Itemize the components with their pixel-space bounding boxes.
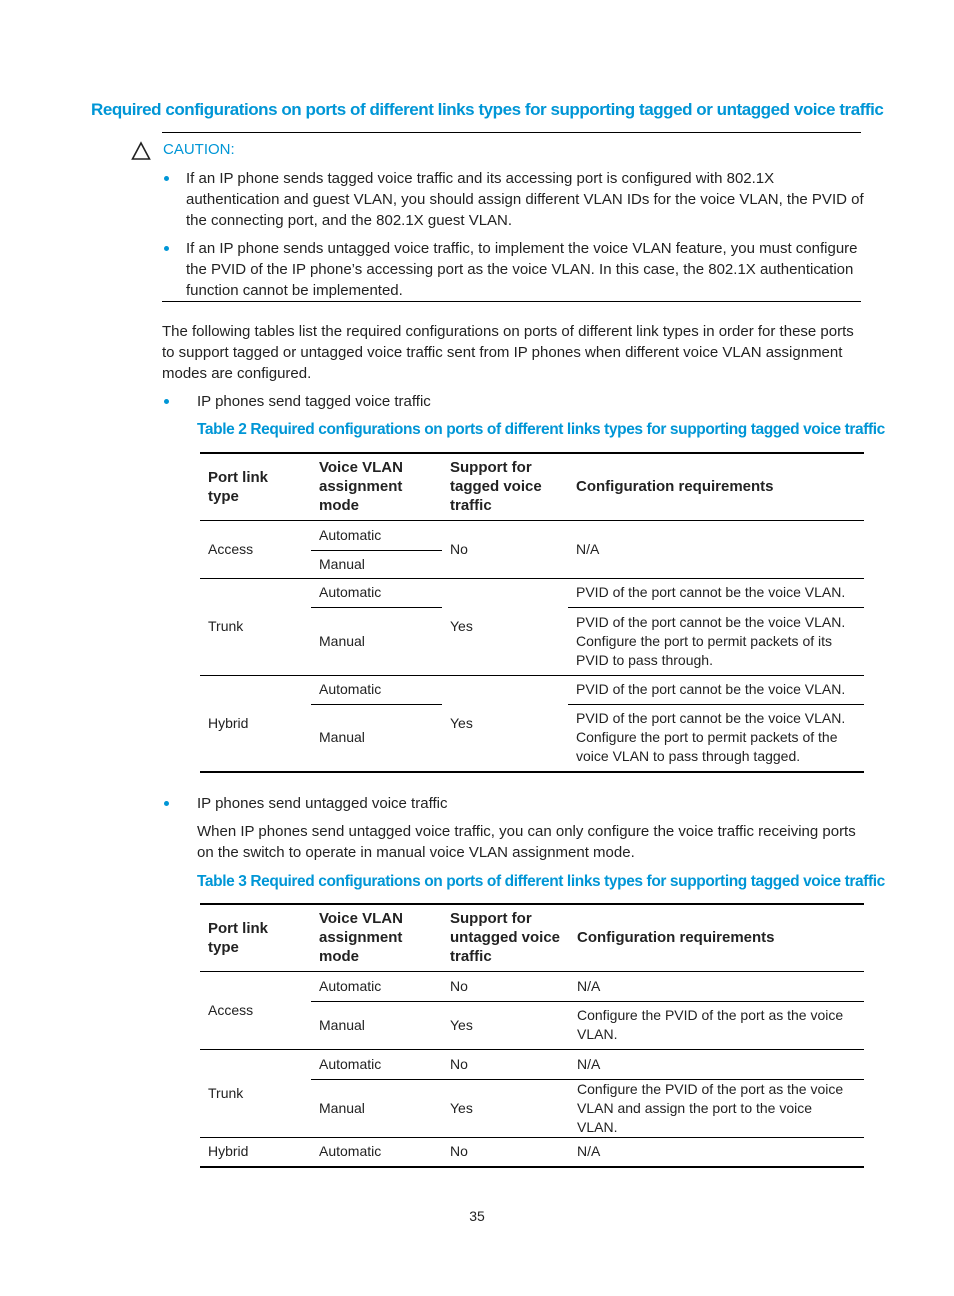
cell-support: No	[442, 971, 569, 1001]
cell-mode: Manual	[311, 1001, 442, 1049]
bullet-tagged: IP phones send tagged voice traffic	[197, 393, 431, 410]
header-config-requirements: Configuration requirements	[568, 453, 864, 520]
cell-mode: Automatic	[311, 675, 442, 704]
cell-port-type: Trunk	[200, 578, 311, 675]
table-row	[200, 971, 864, 1001]
table-row	[200, 1049, 864, 1079]
header-port-link-type: Port link type	[200, 904, 311, 971]
caution-triangle-icon	[131, 141, 151, 161]
cell-mode: Automatic	[311, 578, 442, 607]
header-config-requirements: Configuration requirements	[569, 904, 864, 971]
table3	[200, 903, 864, 1168]
cell-requirement: PVID of the port cannot be the voice VLAN. Configure the port to permit packets of the voice VLAN to pass through tagged.	[568, 704, 864, 772]
cell-port-type: Access	[200, 520, 311, 578]
cell-support: Yes	[442, 1079, 569, 1137]
cell-port-type: Trunk	[200, 1049, 311, 1137]
cell-requirement: PVID of the port cannot be the voice VLAN.	[568, 675, 864, 704]
caution-bullet-2: If an IP phone sends untagged voice traffic, to implement the voice VLAN feature, you must configure the PVID of the IP phone’s accessing port as the voice VLAN. In this case, the 802.1X authentication function cannot be implemented.	[186, 240, 858, 299]
table2-caption: Table 2 Required configurations on ports of different links types for supporting tagged voice traffic	[197, 421, 885, 438]
cell-requirement: Configure the PVID of the port as the voice VLAN and assign the port to the voice VLAN.	[569, 1079, 864, 1137]
cell-requirement: N/A	[568, 520, 864, 578]
header-assignment-mode: Voice VLAN assignment mode	[311, 453, 442, 520]
intro-paragraph: The following tables list the required configurations on ports of different link types in order for these ports to support tagged or untagged voice traffic sent from IP phones when different voice VLAN assignment modes are configured.	[162, 323, 854, 382]
cell-support: No	[442, 1049, 569, 1079]
cell-support: Yes	[442, 675, 568, 772]
page-number: 35	[469, 1208, 485, 1224]
caution-bullet-icon	[164, 246, 169, 251]
header-assignment-mode: Voice VLAN assignment mode	[311, 904, 442, 971]
cell-mode: Manual	[311, 550, 442, 578]
bullet-icon	[164, 801, 169, 806]
cell-mode: Manual	[311, 1079, 442, 1137]
cell-requirement: PVID of the port cannot be the voice VLAN.	[568, 578, 864, 607]
table3-caption: Table 3 Required configurations on ports of different links types for supporting tagged voice traffic	[197, 873, 885, 890]
cell-support: No	[442, 1137, 569, 1167]
cell-requirement: N/A	[569, 1049, 864, 1079]
header-support: Support for untagged voice traffic	[442, 904, 569, 971]
heading-rule	[162, 132, 861, 133]
table-row	[200, 520, 864, 550]
cell-requirement: N/A	[569, 1137, 864, 1167]
table-row	[200, 1137, 864, 1167]
caution-bottom-rule	[162, 301, 861, 302]
cell-port-type: Access	[200, 971, 311, 1049]
cell-mode: Manual	[311, 704, 442, 772]
cell-mode: Automatic	[311, 520, 442, 550]
cell-port-type: Hybrid	[200, 1137, 311, 1167]
header-support: Support for tagged voice traffic	[442, 453, 568, 520]
cell-support: No	[442, 520, 568, 578]
table2-header-row	[200, 453, 864, 520]
header-port-link-type: Port link type	[200, 453, 311, 520]
cell-port-type: Hybrid	[200, 675, 311, 772]
cell-mode: Automatic	[311, 1137, 442, 1167]
cell-support: Yes	[442, 578, 568, 675]
table3-header-row	[200, 904, 864, 971]
untagged-paragraph: When IP phones send untagged voice traffic, you can only configure the voice traffic receiving ports on the switch to operate in manual voice VLAN assignment mode.	[197, 823, 856, 861]
table2	[200, 452, 864, 773]
bullet-icon	[164, 399, 169, 404]
cell-mode: Automatic	[311, 971, 442, 1001]
cell-mode: Manual	[311, 607, 442, 675]
caution-label: CAUTION:	[163, 141, 235, 158]
cell-requirement: PVID of the port cannot be the voice VLAN. Configure the port to permit packets of its PVID to pass through.	[568, 607, 864, 675]
table-row	[200, 578, 864, 607]
cell-support: Yes	[442, 1001, 569, 1049]
table-row	[200, 675, 864, 704]
cell-mode: Automatic	[311, 1049, 442, 1079]
section-heading: Required configurations on ports of different links types for supporting tagged or untagged voice traffic	[91, 100, 884, 119]
bullet-untagged: IP phones send untagged voice traffic	[197, 795, 448, 812]
cell-requirement: Configure the PVID of the port as the voice VLAN.	[569, 1001, 864, 1049]
caution-bullet-1: If an IP phone sends tagged voice traffic and its accessing port is configured with 802.1X authentication and guest VLAN, you should assign different VLAN IDs for the voice VLAN, the PVID of the connecting port, and the 802.1X guest VLAN.	[186, 170, 864, 229]
cell-requirement: N/A	[569, 971, 864, 1001]
caution-bullet-icon	[164, 176, 169, 181]
